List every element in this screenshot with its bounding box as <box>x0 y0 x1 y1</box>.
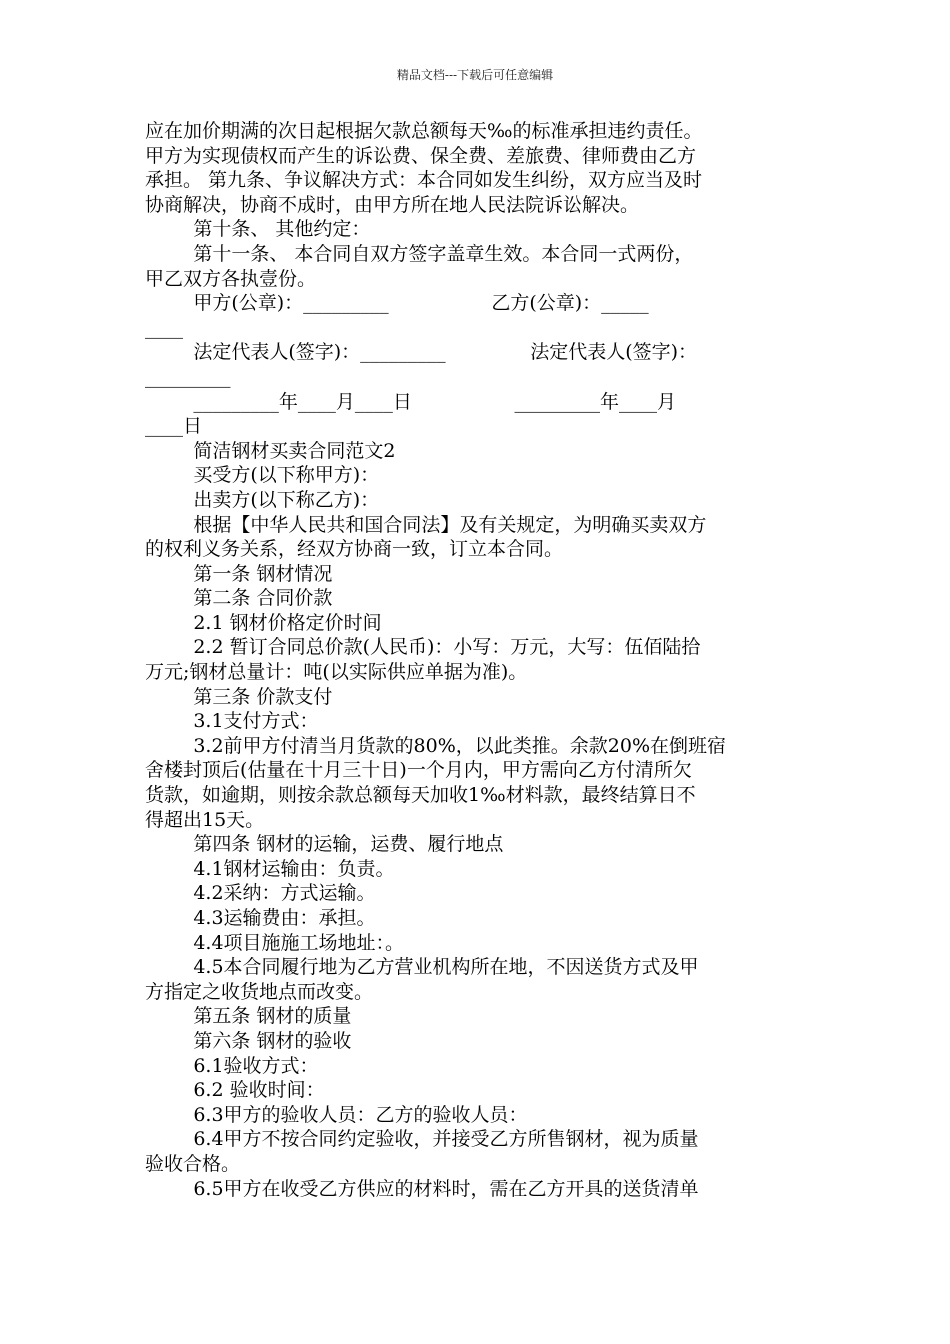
text-line: 协商解决，协商不成时，由甲方所在地人民法院诉讼解决。 <box>145 193 640 216</box>
text-line: 验收合格。 <box>145 1152 241 1175</box>
text-line: 6.4甲方不按合同约定验收，并接受乙方所售钢材，视为质量 <box>145 1128 699 1151</box>
text-line: 6.3甲方的验收人员：乙方的验收人员： <box>145 1103 528 1126</box>
text-line: 第十一条、 本合同自双方签字盖章生效。本合同一式两份， <box>145 242 694 265</box>
text-line: 舍楼封顶后(估量在十月三十日)一个月内，甲方需向乙方付清所欠 <box>145 759 692 782</box>
text-line: 出卖方(以下称乙方)： <box>145 488 380 511</box>
text-line: 买受方(以下称甲方)： <box>145 464 380 487</box>
text-line: 6.2 验收时间： <box>145 1079 325 1102</box>
text-line: 第三条 价款支付 <box>145 685 333 708</box>
text-line: 甲方为实现债权而产生的诉讼费、保全费、差旅费、律师费由乙方 <box>145 144 697 167</box>
text-line: ____日 <box>145 415 203 438</box>
text-line: 2.2 暂订合同总价款(人民币)：小写：万元，大写：伍佰陆拾 <box>145 636 701 659</box>
text-line: 6.1验收方式： <box>145 1054 319 1077</box>
text-line: 3.2前甲方付清当月货款的80%，以此类推。余款20%在倒班宿 <box>145 734 727 757</box>
text-line: 方指定之收货地点而改变。 <box>145 980 374 1003</box>
text-line: 4.1钢材运输由：负责。 <box>145 857 395 880</box>
text-line: 3.1支付方式： <box>145 710 319 733</box>
text-line: 法定代表人(签字)：_________ 法定代表人(签字)： <box>145 341 698 364</box>
document-body <box>145 119 810 1201</box>
text-line: 第一条 钢材情况 <box>145 562 333 585</box>
text-line: 4.2采纳：方式运输。 <box>145 882 376 905</box>
text-line: 第四条 钢材的运输，运费、履行地点 <box>145 833 504 856</box>
text-line: 4.5本合同履行地为乙方营业机构所在地，不因送货方式及甲 <box>145 956 699 979</box>
text-line: 甲方(公章)：_________ 乙方(公章)：_____ <box>145 292 649 315</box>
text-line: 货款，如逾期，则按余款总额每天加收1‰材料款，最终结算日不 <box>145 784 696 807</box>
text-line: 第二条 合同价款 <box>145 587 333 610</box>
text-line: ____ <box>145 316 183 339</box>
text-line: _________ <box>145 365 231 388</box>
text-line: 的权利义务关系，经双方协商一致，订立本合同。 <box>145 538 564 561</box>
page-header: 精品文档---下载后可任意编辑 <box>396 68 554 82</box>
text-line: 6.5甲方在收受乙方供应的材料时，需在乙方开具的送货清单 <box>145 1177 699 1200</box>
text-line: 2.1 钢材价格定价时间 <box>145 611 382 634</box>
text-line: 简洁钢材买卖合同范文2 <box>145 439 396 462</box>
text-line: 4.3运输费由：承担。 <box>145 907 376 929</box>
text-line: 得超出15天。 <box>145 808 265 831</box>
text-line: 第五条 钢材的质量 <box>145 1005 352 1028</box>
text-line: 承担。 第九条、争议解决方式：本合同如发生纠纷，双方应当及时 <box>145 169 703 192</box>
text-line: 第六条 钢材的验收 <box>145 1029 352 1052</box>
text-line: 根据【中华人民共和国合同法】及有关规定，为明确买卖双方 <box>145 513 707 536</box>
text-line: 应在加价期满的次日起根据欠款总额每天‰的标准承担违约责任。 <box>145 120 703 142</box>
text-line: _________年____月____日 _________年____月 <box>145 390 677 413</box>
text-line: 甲乙双方各执壹份。 <box>145 267 317 290</box>
text-line: 4.4项目施施工场地址：。 <box>145 931 405 954</box>
text-line: 第十条、 其他约定： <box>145 218 371 241</box>
text-line: 万元;钢材总量计：吨(以实际供应单据为准)。 <box>145 661 528 684</box>
